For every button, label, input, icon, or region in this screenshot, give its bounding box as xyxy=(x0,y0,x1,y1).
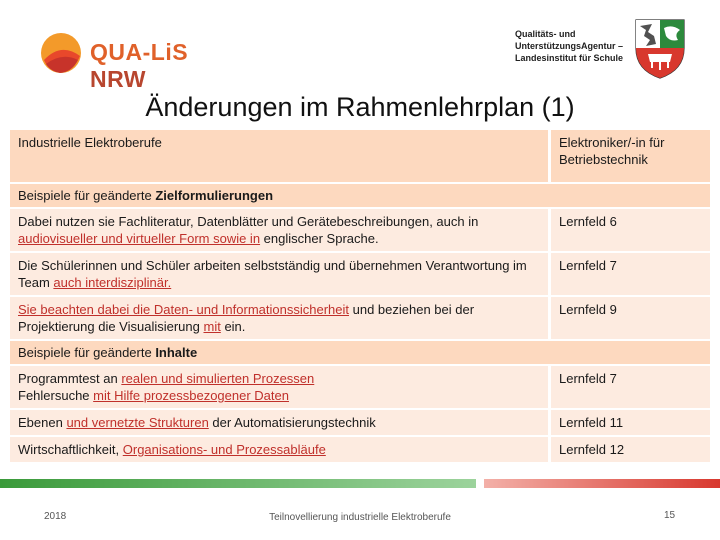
table-row xyxy=(10,252,710,296)
table-row xyxy=(10,208,710,252)
footer-year: 2018 xyxy=(44,511,67,522)
row-text: Dabei nutzen sie Fachliteratur, Datenblätter und Gerätebeschreibungen, auch in audiovisueller und virtueller Form sowie in englischer Sprache. xyxy=(10,208,550,252)
table-row xyxy=(10,365,710,409)
section-row-goals xyxy=(10,183,710,208)
row-field: Lernfeld 12 xyxy=(550,436,711,462)
footer-title: Teilnovellierung industrielle Elektroberufe xyxy=(269,512,451,523)
footer-bar-green xyxy=(0,479,476,488)
header-right: Elektroniker/-in für Betriebstechnik xyxy=(550,129,711,183)
nrw-crest-icon xyxy=(634,18,686,80)
row-field: Lernfeld 6 xyxy=(550,208,711,252)
table-row xyxy=(10,409,710,436)
table-header-row xyxy=(10,129,710,183)
logo-wordmark: QUA-LiS NRW xyxy=(90,39,189,92)
section-heading: Beispiele für geänderte Zielformulierungen xyxy=(10,183,710,208)
row-text: Die Schülerinnen und Schüler arbeiten selbstständig und übernehmen Verantwortung im Team auch interdisziplinär. xyxy=(10,252,550,296)
section-heading: Beispiele für geänderte Inhalte xyxy=(10,340,710,365)
row-field: Lernfeld 9 xyxy=(550,296,711,340)
table-row xyxy=(10,436,710,462)
page-number: 15 xyxy=(664,510,676,521)
row-text: Wirtschaftlichkeit, Organisations- und Prozessabläufe xyxy=(10,436,550,462)
row-field: Lernfeld 7 xyxy=(550,365,711,409)
curriculum-table xyxy=(10,128,710,462)
agency-name: Qualitäts- und UnterstützungsAgentur – Landesinstitut für Schule xyxy=(515,29,624,63)
table-row xyxy=(10,296,710,340)
footer-bar-red xyxy=(484,479,720,488)
qualis-logo xyxy=(38,30,238,92)
slide-title: Änderungen im Rahmenlehrplan (1) xyxy=(145,92,575,122)
row-field: Lernfeld 11 xyxy=(550,409,711,436)
row-field: Lernfeld 7 xyxy=(550,252,711,296)
row-text: Ebenen und vernetzte Strukturen der Automatisierungstechnik xyxy=(10,409,550,436)
section-row-contents xyxy=(10,340,710,365)
row-text: Programmtest an realen und simulierten Prozessen Fehlersuche mit Hilfe prozessbezogener Daten xyxy=(10,365,550,409)
row-text: Sie beachten dabei die Daten- und Informationssicherheit und beziehen bei der Projektierung die Visualisierung mit ein. xyxy=(10,296,550,340)
qualis-sun-icon xyxy=(38,30,84,76)
header-left: Industrielle Elektroberufe xyxy=(10,129,550,183)
